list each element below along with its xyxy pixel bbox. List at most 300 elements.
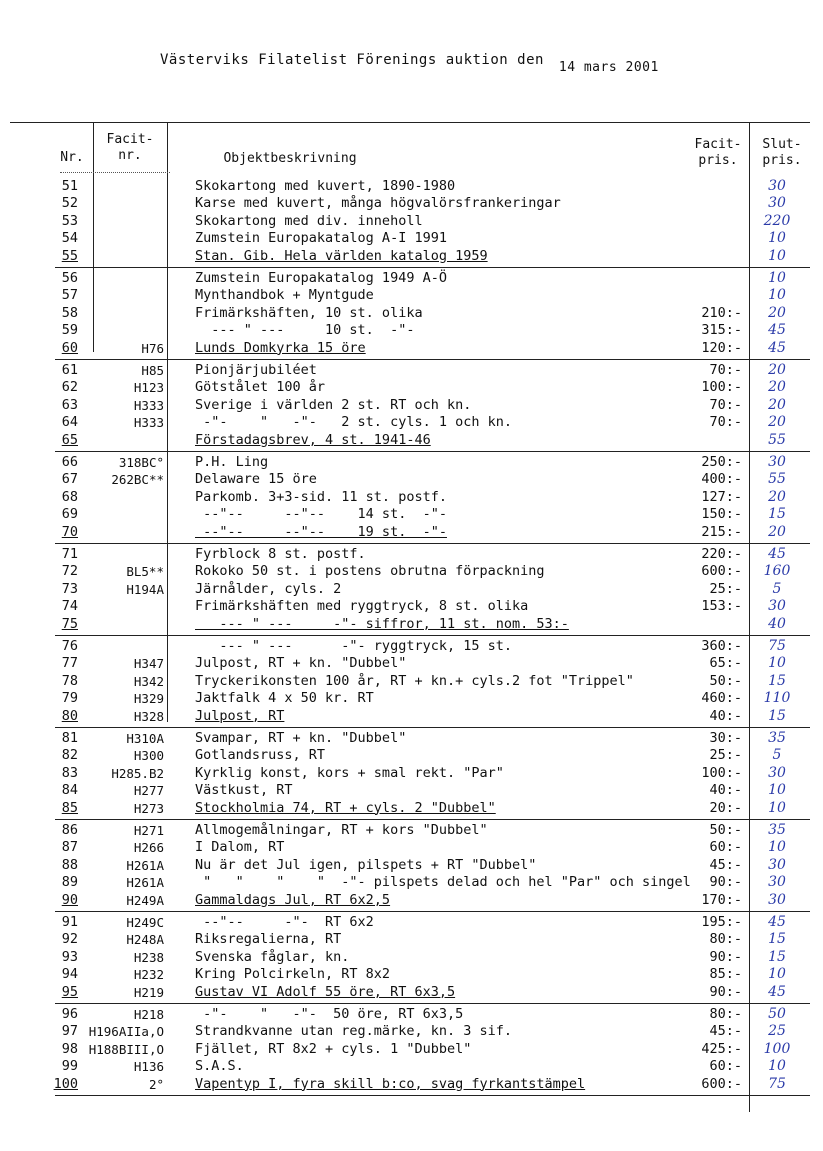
object-description: --"-- -"- RT 6x2 — [195, 914, 374, 930]
object-description: Svampar, RT + kn. "Dubbel" — [195, 730, 407, 746]
final-price: 45 — [768, 914, 786, 930]
col-nr-label: Nr. — [60, 150, 84, 165]
facit-price: 150:- — [701, 506, 742, 523]
group-separator — [55, 1095, 810, 1096]
final-price: 5 — [772, 747, 782, 764]
table-row — [0, 1041, 823, 1059]
lot-number: 85 — [61, 799, 78, 816]
final-price: 10 — [768, 966, 786, 983]
object-description: Järnålder, cyls. 2 — [195, 580, 342, 597]
facit-price: 400:- — [701, 471, 742, 488]
object-description: Kring Polcirkeln, RT 8x2 — [195, 966, 391, 983]
final-price: 55 — [768, 431, 786, 448]
table-row — [0, 178, 823, 196]
table-row — [0, 546, 823, 564]
facit-price: 153:- — [701, 598, 742, 615]
final-price: 10 — [768, 230, 786, 247]
facit-number: H333 — [133, 415, 164, 431]
object-description: Sverige i världen 2 st. RT och kn. — [195, 396, 472, 413]
object-description: Kyrklig konst, kors + smal rekt. "Par" — [195, 764, 504, 781]
facit-price: 30:- — [709, 730, 742, 746]
table-row — [0, 230, 823, 248]
final-price: 30 — [768, 856, 786, 873]
col-facit-nr-line1: Facit- — [106, 132, 154, 147]
group-separator — [55, 1003, 810, 1004]
col-header-slut-pris — [752, 137, 812, 169]
group-separator — [55, 359, 810, 360]
facit-number: H232 — [133, 967, 164, 983]
object-description: --"-- --"-- 14 st. -"- — [195, 506, 447, 523]
final-price: 20 — [768, 379, 786, 396]
final-price: 20 — [768, 396, 786, 413]
final-price: 45 — [768, 322, 786, 339]
table-row — [0, 432, 823, 450]
object-description: Zumstein Europakatalog 1949 A-Ö — [195, 270, 447, 286]
facit-number: H347 — [133, 656, 164, 672]
lot-number: 78 — [61, 672, 78, 689]
lot-number: 68 — [61, 488, 78, 505]
lot-number: 51 — [61, 178, 78, 194]
final-price: 10 — [768, 799, 786, 816]
table-row — [0, 782, 823, 800]
facit-number: H266 — [133, 840, 164, 856]
object-description: Skokartong med kuvert, 1890-1980 — [195, 178, 456, 194]
group-separator — [55, 635, 810, 636]
final-price: 30 — [768, 891, 786, 908]
facit-price: 40:- — [709, 707, 742, 724]
lot-number: 84 — [61, 782, 78, 799]
facit-price: 50:- — [709, 672, 742, 689]
table-row — [0, 800, 823, 818]
lot-number: 94 — [61, 966, 78, 983]
final-price: 75 — [768, 1075, 786, 1092]
final-price: 220 — [763, 212, 791, 229]
object-description: Karse med kuvert, många högvalörsfrankeringar — [195, 195, 561, 212]
lot-number: 82 — [61, 747, 78, 764]
group-separator — [55, 451, 810, 452]
final-price: 30 — [768, 454, 786, 470]
lot-number: 98 — [61, 1040, 78, 1057]
object-description: Förstadagsbrev, 4 st. 1941-46 — [195, 431, 431, 448]
group-separator — [55, 911, 810, 912]
final-price: 20 — [768, 414, 786, 431]
facit-number: H310A — [126, 731, 164, 746]
facit-number: H194A — [126, 581, 164, 597]
table-row — [0, 305, 823, 323]
object-description: Jaktfalk 4 x 50 kr. RT — [195, 690, 374, 707]
facit-price: 100:- — [701, 379, 742, 396]
object-description: Frimärkshäften, 10 st. olika — [195, 304, 423, 321]
final-price: 45 — [768, 546, 786, 562]
col-facit-nr-line2: nr. — [118, 148, 142, 163]
final-price: 10 — [768, 287, 786, 304]
facit-price: 127:- — [701, 488, 742, 505]
object-description: Zumstein Europakatalog A-I 1991 — [195, 230, 447, 247]
lot-number: 67 — [61, 471, 78, 488]
facit-number: H271 — [133, 823, 164, 838]
facit-price: 80:- — [709, 931, 742, 948]
col-header-desc — [210, 151, 370, 167]
table-row — [0, 765, 823, 783]
object-description: --- " --- -"- siffror, 11 st. nom. 53:- — [195, 615, 569, 632]
table-row — [0, 379, 823, 397]
lot-number: 92 — [61, 931, 78, 948]
object-description: Tryckerikonsten 100 år, RT + kn.+ cyls.2 fot "Trippel" — [195, 672, 634, 689]
table-row — [0, 340, 823, 358]
object-description: Riksregalierna, RT — [195, 931, 342, 948]
lot-number: 90 — [61, 891, 78, 908]
object-description: Julpost, RT + kn. "Dubbel" — [195, 655, 407, 672]
final-price: 15 — [768, 707, 786, 724]
facit-number: 318BC° — [118, 455, 164, 470]
object-description: Julpost, RT — [195, 707, 285, 724]
table-row — [0, 563, 823, 581]
object-description: Skokartong med div. inneholl — [195, 212, 423, 229]
final-price: 35 — [768, 730, 786, 746]
object-description: Nu är det Jul igen, pilspets + RT "Dubbel" — [195, 856, 537, 873]
table-row — [0, 322, 823, 340]
table-row — [0, 892, 823, 910]
object-description: --"-- --"-- 19 st. -"- — [195, 523, 447, 540]
final-price: 75 — [768, 638, 786, 654]
final-price: 30 — [768, 178, 786, 194]
facit-number: H249C — [126, 915, 164, 930]
facit-number: H261A — [126, 875, 164, 891]
facit-price: 60:- — [709, 1058, 742, 1075]
table-row — [0, 489, 823, 507]
facit-price: 360:- — [701, 638, 742, 654]
object-description: Frimärkshäften med ryggtryck, 8 st. olika — [195, 598, 529, 615]
table-row — [0, 931, 823, 949]
lot-number: 97 — [61, 1023, 78, 1040]
lot-number: 59 — [61, 322, 78, 339]
facit-number: H277 — [133, 783, 164, 799]
facit-price: 215:- — [701, 523, 742, 540]
final-price: 20 — [768, 523, 786, 540]
facit-price: 600:- — [701, 1075, 742, 1092]
final-price: 20 — [768, 362, 786, 378]
facit-number: 262BC** — [111, 472, 164, 488]
lot-number: 75 — [61, 615, 78, 632]
table-row — [0, 506, 823, 524]
object-description: Mynthandbok + Myntgude — [195, 287, 374, 304]
final-price: 45 — [768, 983, 786, 1000]
group-separator — [55, 267, 810, 268]
final-price: 20 — [768, 488, 786, 505]
header-dotted-rule — [60, 172, 170, 173]
final-price: 55 — [768, 471, 786, 488]
lot-number: 72 — [61, 563, 78, 580]
facit-number: H136 — [133, 1059, 164, 1075]
lot-number: 54 — [61, 230, 78, 247]
facit-price: 210:- — [701, 304, 742, 321]
object-description: Fyrblock 8 st. postf. — [195, 546, 366, 562]
object-description: Allmogemålningar, RT + kors "Dubbel" — [195, 822, 488, 838]
lot-number: 96 — [61, 1006, 78, 1022]
final-price: 10 — [768, 1058, 786, 1075]
facit-number: H248A — [126, 932, 164, 948]
lot-number: 57 — [61, 287, 78, 304]
table-row — [0, 655, 823, 673]
facit-price: 90:- — [709, 983, 742, 1000]
facit-price: 65:- — [709, 655, 742, 672]
lot-number: 93 — [61, 948, 78, 965]
lot-number: 58 — [61, 304, 78, 321]
table-row — [0, 966, 823, 984]
lot-number: 64 — [61, 414, 78, 431]
col-slut-pris-line2: pris. — [762, 153, 802, 168]
lot-number: 55 — [61, 247, 78, 264]
col-facit-pris-line1: Facit- — [694, 137, 742, 152]
col-desc-label: Objektbeskrivning — [223, 151, 357, 166]
object-description: Lunds Domkyrka 15 öre — [195, 339, 366, 356]
final-price: 5 — [772, 580, 782, 597]
group-separator — [55, 819, 810, 820]
facit-price: 60:- — [709, 839, 742, 856]
final-price: 40 — [768, 615, 786, 632]
lot-number: 73 — [61, 580, 78, 597]
table-row — [0, 270, 823, 288]
facit-price: 90:- — [709, 874, 742, 891]
lot-number: 100 — [53, 1075, 78, 1092]
final-price: 30 — [768, 598, 786, 615]
table-row — [0, 747, 823, 765]
lot-number: 60 — [61, 339, 78, 356]
facit-price: 170:- — [701, 891, 742, 908]
facit-number: H196AIIa,O — [88, 1024, 164, 1040]
object-description: Gustav VI Adolf 55 öre, RT 6x3,5 — [195, 983, 456, 1000]
lot-number: 79 — [61, 690, 78, 707]
header-rule — [10, 122, 810, 123]
table-row — [0, 195, 823, 213]
object-description: S.A.S. — [195, 1058, 244, 1075]
group-separator — [55, 543, 810, 544]
final-price: 25 — [768, 1023, 786, 1040]
facit-price: 70:- — [709, 396, 742, 413]
lot-number: 99 — [61, 1058, 78, 1075]
table-row — [0, 690, 823, 708]
lot-number: 70 — [61, 523, 78, 540]
table-row — [0, 984, 823, 1002]
object-description: --- " --- -"- ryggtryck, 15 st. — [195, 638, 512, 654]
table-row — [0, 1006, 823, 1024]
object-description: Fjället, RT 8x2 + cyls. 1 "Dubbel" — [195, 1040, 472, 1057]
table-row — [0, 213, 823, 231]
facit-price: 50:- — [709, 822, 742, 838]
auction-title: Västerviks Filatelist Förenings auktion den — [160, 52, 544, 68]
lot-number: 91 — [61, 914, 78, 930]
object-description: Pionjärjubiléet — [195, 362, 317, 378]
object-description: " " " " -"- pilspets delad och hel "Par" och singel — [195, 874, 691, 891]
final-price: 10 — [768, 839, 786, 856]
facit-price: 25:- — [709, 747, 742, 764]
final-price: 35 — [768, 822, 786, 838]
lot-number: 95 — [61, 983, 78, 1000]
lot-number: 81 — [61, 730, 78, 746]
lot-number: 62 — [61, 379, 78, 396]
lot-number: 87 — [61, 839, 78, 856]
facit-number: H273 — [133, 800, 164, 816]
facit-number: H85 — [141, 363, 164, 378]
table-row — [0, 287, 823, 305]
auction-date: 14 mars 2001 — [558, 60, 659, 75]
final-price: 10 — [768, 270, 786, 286]
facit-price: 40:- — [709, 782, 742, 799]
lot-number: 65 — [61, 431, 78, 448]
table-row — [0, 454, 823, 472]
object-description: Stockholmia 74, RT + cyls. 2 "Dubbel" — [195, 799, 496, 816]
table-row — [0, 397, 823, 415]
object-description: Gammaldags Jul, RT 6x2,5 — [195, 891, 391, 908]
table-row — [0, 1023, 823, 1041]
table-row — [0, 581, 823, 599]
lot-number: 83 — [61, 764, 78, 781]
final-price: 110 — [763, 690, 791, 707]
facit-price: 250:- — [701, 454, 742, 470]
table-row — [0, 638, 823, 656]
lot-number: 76 — [61, 638, 78, 654]
facit-number: H342 — [133, 673, 164, 689]
facit-number: H333 — [133, 397, 164, 413]
object-description: Stan. Gib. Hela världen katalog 1959 — [195, 247, 488, 264]
final-price: 100 — [763, 1040, 791, 1057]
lot-number: 61 — [61, 362, 78, 378]
object-description: Gotlandsruss, RT — [195, 747, 326, 764]
final-price: 20 — [768, 304, 786, 321]
facit-price: 70:- — [709, 362, 742, 378]
table-row — [0, 949, 823, 967]
col-header-facit-nr — [95, 132, 165, 164]
final-price: 30 — [768, 764, 786, 781]
table-row — [0, 598, 823, 616]
object-description: P.H. Ling — [195, 454, 269, 470]
facit-number: H300 — [133, 748, 164, 764]
facit-price: 70:- — [709, 414, 742, 431]
table-row — [0, 708, 823, 726]
facit-number: H249A — [126, 892, 164, 908]
table-row — [0, 362, 823, 380]
table-row — [0, 616, 823, 634]
lot-number: 71 — [61, 546, 78, 562]
table-row — [0, 822, 823, 840]
lot-number: 56 — [61, 270, 78, 286]
object-description: Svenska fåglar, kn. — [195, 948, 350, 965]
object-description: --- " --- 10 st. -"- — [195, 322, 415, 339]
final-price: 10 — [768, 782, 786, 799]
col-header-facit-pris — [688, 137, 748, 169]
page-title — [160, 52, 659, 75]
lot-number: 52 — [61, 195, 78, 212]
lot-number: 89 — [61, 874, 78, 891]
final-price: 15 — [768, 931, 786, 948]
table-row — [0, 839, 823, 857]
table-row — [0, 874, 823, 892]
table-row — [0, 414, 823, 432]
lot-number: 63 — [61, 396, 78, 413]
facit-number: H188BIII,O — [88, 1041, 164, 1057]
table-row — [0, 471, 823, 489]
facit-price: 220:- — [701, 546, 742, 562]
facit-price: 460:- — [701, 690, 742, 707]
final-price: 10 — [768, 655, 786, 672]
facit-number: H219 — [133, 984, 164, 1000]
facit-number: H285.B2 — [111, 765, 164, 781]
facit-number: H328 — [133, 708, 164, 724]
table-row — [0, 248, 823, 266]
object-description: Västkust, RT — [195, 782, 293, 799]
facit-price: 315:- — [701, 322, 742, 339]
table-row — [0, 914, 823, 932]
final-price: 15 — [768, 948, 786, 965]
lot-number: 53 — [61, 212, 78, 229]
facit-price: 90:- — [709, 948, 742, 965]
lot-number: 80 — [61, 707, 78, 724]
col-facit-pris-line2: pris. — [698, 153, 738, 168]
facit-number: 2° — [148, 1076, 164, 1092]
facit-price: 20:- — [709, 799, 742, 816]
facit-number: H238 — [133, 949, 164, 965]
object-description: Strandkvanne utan reg.märke, kn. 3 sif. — [195, 1023, 512, 1040]
facit-price: 80:- — [709, 1006, 742, 1022]
final-price: 45 — [768, 339, 786, 356]
final-price: 30 — [768, 195, 786, 212]
lot-number: 74 — [61, 598, 78, 615]
facit-price: 85:- — [709, 966, 742, 983]
facit-number: BL5** — [126, 564, 164, 580]
lot-number: 86 — [61, 822, 78, 838]
table-row — [0, 1058, 823, 1076]
table-row — [0, 730, 823, 748]
facit-price: 45:- — [709, 1023, 742, 1040]
lot-number: 69 — [61, 506, 78, 523]
facit-price: 120:- — [701, 339, 742, 356]
facit-price: 195:- — [701, 914, 742, 930]
facit-number: H261A — [126, 857, 164, 873]
final-price: 160 — [763, 563, 791, 580]
object-description: Rokoko 50 st. i postens obrutna förpackning — [195, 563, 545, 580]
object-description: Vapentyp I, fyra skill b:co, svag fyrkantstämpel — [195, 1075, 586, 1092]
facit-price: 100:- — [701, 764, 742, 781]
col-header-nr — [52, 150, 92, 166]
lot-number: 88 — [61, 856, 78, 873]
object-description: I Dalom, RT — [195, 839, 285, 856]
facit-price: 600:- — [701, 563, 742, 580]
object-description: -"- " -"- 2 st. cyls. 1 och kn. — [195, 414, 512, 431]
facit-number: H329 — [133, 691, 164, 707]
lot-number: 66 — [61, 454, 78, 470]
group-separator — [55, 727, 810, 728]
facit-number: H76 — [141, 340, 164, 356]
table-row — [0, 673, 823, 691]
final-price: 10 — [768, 247, 786, 264]
final-price: 15 — [768, 672, 786, 689]
lot-number: 77 — [61, 655, 78, 672]
facit-price: 25:- — [709, 580, 742, 597]
object-description: Parkomb. 3+3-sid. 11 st. postf. — [195, 488, 447, 505]
facit-number: H123 — [133, 380, 164, 396]
final-price: 50 — [768, 1006, 786, 1022]
object-description: Götstålet 100 år — [195, 379, 326, 396]
final-price: 15 — [768, 506, 786, 523]
object-description: -"- " -"- 50 öre, RT 6x3,5 — [195, 1006, 464, 1022]
facit-price: 45:- — [709, 856, 742, 873]
object-description: Delaware 15 öre — [195, 471, 317, 488]
table-row — [0, 524, 823, 542]
table-row — [0, 857, 823, 875]
col-slut-pris-line1: Slut- — [762, 137, 802, 152]
facit-price: 425:- — [701, 1040, 742, 1057]
facit-number: H218 — [133, 1007, 164, 1022]
